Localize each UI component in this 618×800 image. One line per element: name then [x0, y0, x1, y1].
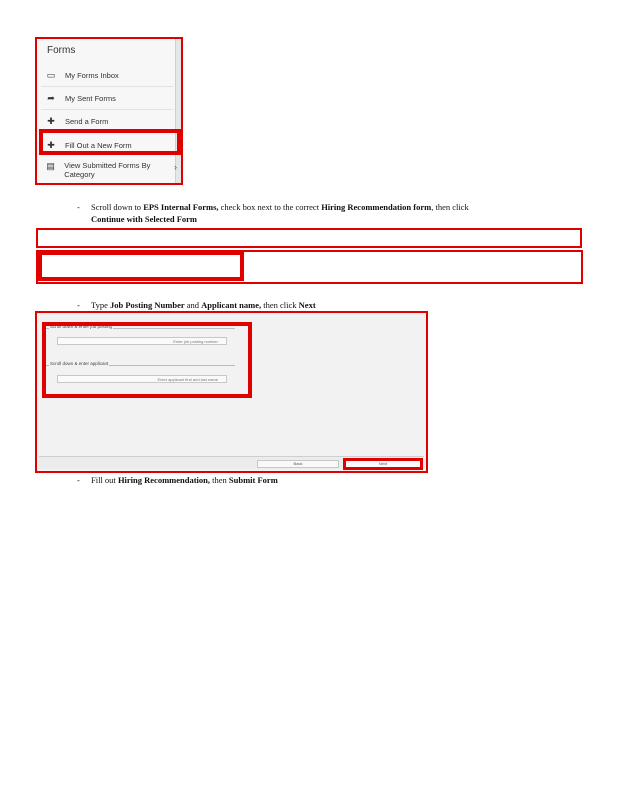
applicant-input[interactable]: Enter applicant first and last name	[57, 375, 227, 383]
step1-bold-hiring-recommendation: Hiring Recommendation form	[321, 202, 432, 212]
forms-menu-title: Forms	[47, 45, 76, 56]
menu-item-label: Fill Out a New Form	[65, 140, 132, 150]
step1-bold-eps-internal-forms: EPS Internal Forms,	[143, 202, 219, 212]
step3-text-b: then	[210, 475, 229, 485]
menu-item-label: My Sent Forms	[65, 93, 116, 103]
menu-item-send-a-form[interactable]	[45, 113, 175, 129]
step3-text-a: Fill out	[91, 475, 118, 485]
step2-text-a: Type	[91, 300, 110, 310]
plus-icon: ✚	[47, 139, 55, 150]
applicant-legend: Scroll down & enter applicant	[50, 361, 109, 366]
step1-bold-continue: Continue with Selected Form	[91, 214, 198, 224]
step2-bold-next: Next	[298, 300, 316, 310]
job-posting-form-screenshot	[35, 311, 428, 473]
forward-arrow-icon: ➦	[47, 92, 55, 103]
menu-item-my-sent-forms[interactable]	[45, 90, 175, 106]
highlight-form-fields	[42, 322, 252, 398]
screenshot-placeholder-forms-list	[36, 228, 582, 248]
instruction-step-1: - Scroll down to EPS Internal Forms, check box next to the correct Hiring Recommendation form, then click Continue with Selected Form	[77, 202, 469, 224]
inbox-icon: ▭	[46, 69, 56, 80]
back-button[interactable]: Back	[257, 460, 339, 468]
forms-menu-screenshot	[35, 37, 183, 185]
step1-text-b: check box next to the correct	[218, 202, 322, 212]
step1-text-a: Scroll down to	[91, 202, 144, 212]
instruction-step-3: - Fill out Hiring Recommendation, then Submit Form	[77, 475, 278, 485]
divider	[41, 109, 173, 110]
menu-item-view-submitted-forms[interactable]	[45, 161, 175, 185]
instruction-step-2: - Type Job Posting Number and Applicant name, then click Next	[77, 300, 316, 310]
step2-text-c: then click	[261, 300, 299, 310]
job-posting-input[interactable]: Enter job posting number	[57, 337, 227, 345]
step2-bold-applicant-name: Applicant name,	[201, 300, 262, 310]
next-button[interactable]: Next	[343, 458, 423, 470]
chevron-right-icon: ›	[174, 162, 177, 172]
step3-bold-submit-form: Submit Form	[228, 475, 278, 485]
menu-item-label: My Forms Inbox	[65, 70, 119, 80]
menu-item-label: Send a Form	[65, 116, 109, 126]
job-posting-legend: Scroll down & enter job posting	[50, 324, 113, 329]
step1-text-c: , then click	[431, 202, 469, 212]
menu-item-my-forms-inbox[interactable]	[45, 67, 175, 83]
highlight-fill-out-new-form	[39, 129, 181, 155]
list-icon: ▤	[46, 161, 55, 171]
highlight-continue-button	[38, 251, 244, 281]
divider	[41, 86, 173, 87]
step3-bold-hiring-recommendation: Hiring Recommendation,	[117, 475, 211, 485]
menu-item-label: View Submitted Forms By Category	[64, 161, 151, 179]
step2-text-b: and	[184, 300, 202, 310]
plus-icon: ✚	[47, 115, 55, 126]
step2-bold-job-posting-number: Job Posting Number	[110, 300, 185, 310]
